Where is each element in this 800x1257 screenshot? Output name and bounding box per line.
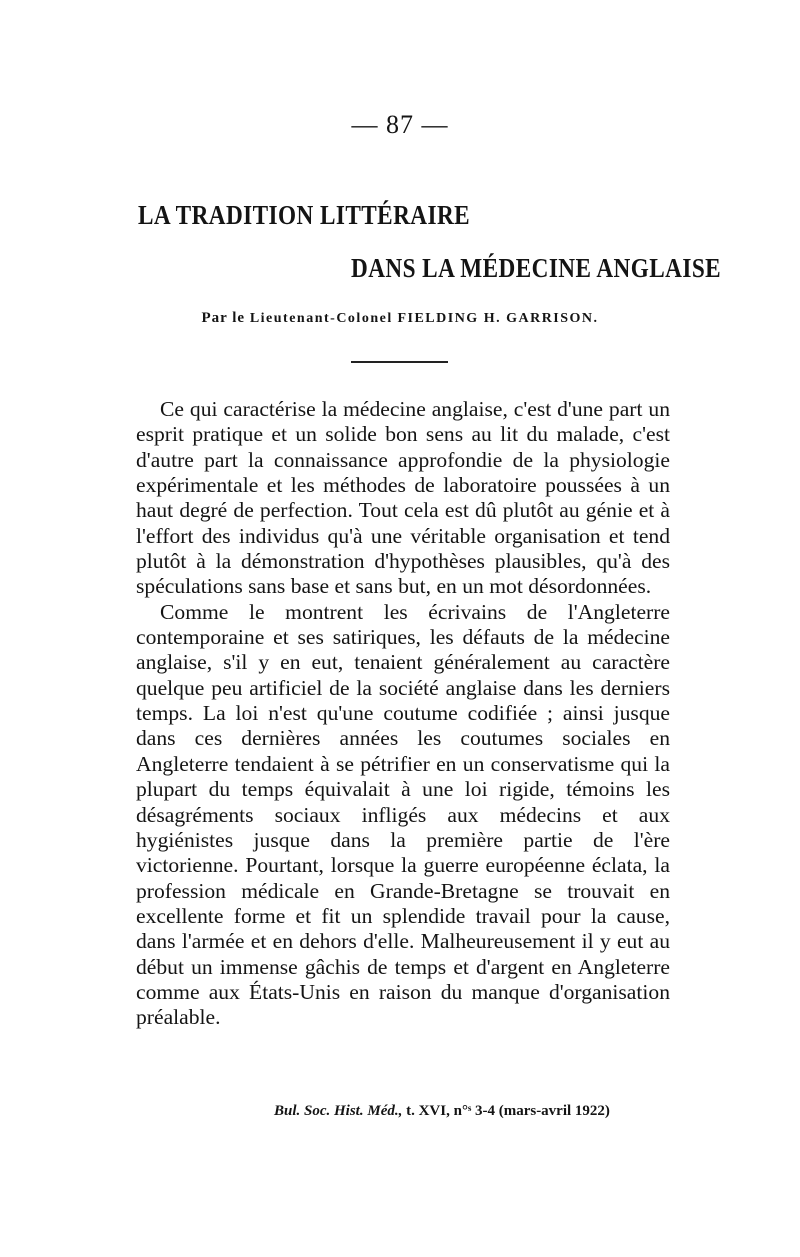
citation-journal: Bul. Soc. Hist. Méd., (274, 1103, 403, 1119)
source-citation (274, 1103, 674, 1120)
paragraph-2: Comme le montrent les écrivains de l'Angleterre contemporaine et ses satiriques, les défauts de la médecine anglaise, s'il y en eut, tenaient généralement au caractère quelque peu artificiel de la société anglaise dans les derniers temps. La loi n'est qu'une coutume codifiée ; ainsi jusque dans ces dernières années les coutumes sociales en Angleterre tendaient à se pétrifier en un conservatisme qui la plupart du temps équivalait à une loi rigide, témoins les désagréments sociaux infligés aux médecins et aux hygiénistes jusque dans la première partie de l'ère victorienne. Pourtant, lorsque la guerre européenne éclata, la profession médicale en Grande-Bretagne se trouvait en excellente forme et fit un splendide travail pour la cause, dans l'armée et en dehors d'elle. Malheureusement il y eut au début un immense gâchis de temps et d'argent en Angleterre comme aux États-Unis en raison du manque d'organisation préalable. (136, 599, 670, 1030)
citation-details: t. XVI, n°ˢ 3-4 (mars-avril 1922) (406, 1103, 610, 1119)
title-divider (351, 361, 448, 363)
byline-author: FIELDING H. GARRISON. (397, 311, 599, 326)
title-line-1: LA TRADITION LITTÉRAIRE (138, 200, 471, 230)
page-number: — 87 — (351, 110, 449, 139)
title-line-2: DANS LA MÉDECINE ANGLAISE (351, 253, 722, 283)
byline-rank: Lieutenant-Colonel (249, 311, 393, 326)
paragraph-1: Ce qui caractérise la médecine anglaise, c'est d'une part un esprit pratique et un solide bon sens au lit du malade, c'est d'autre part la connaissance approfondie de la physiologie expérimentale et les méthodes de laboratoire poussées à un haut degré de perfection. Tout cela est dû plutôt au génie et à l'effort des individus qu'à une véritable organisation et tend plutôt à la démonstration d'hypothèses plausibles, qu'à des spéculations sans base et sans but, en un mot désordonnées. (136, 397, 670, 599)
article-body (136, 397, 670, 1031)
author-byline (0, 310, 800, 327)
byline-prefix: Par le (201, 310, 246, 326)
